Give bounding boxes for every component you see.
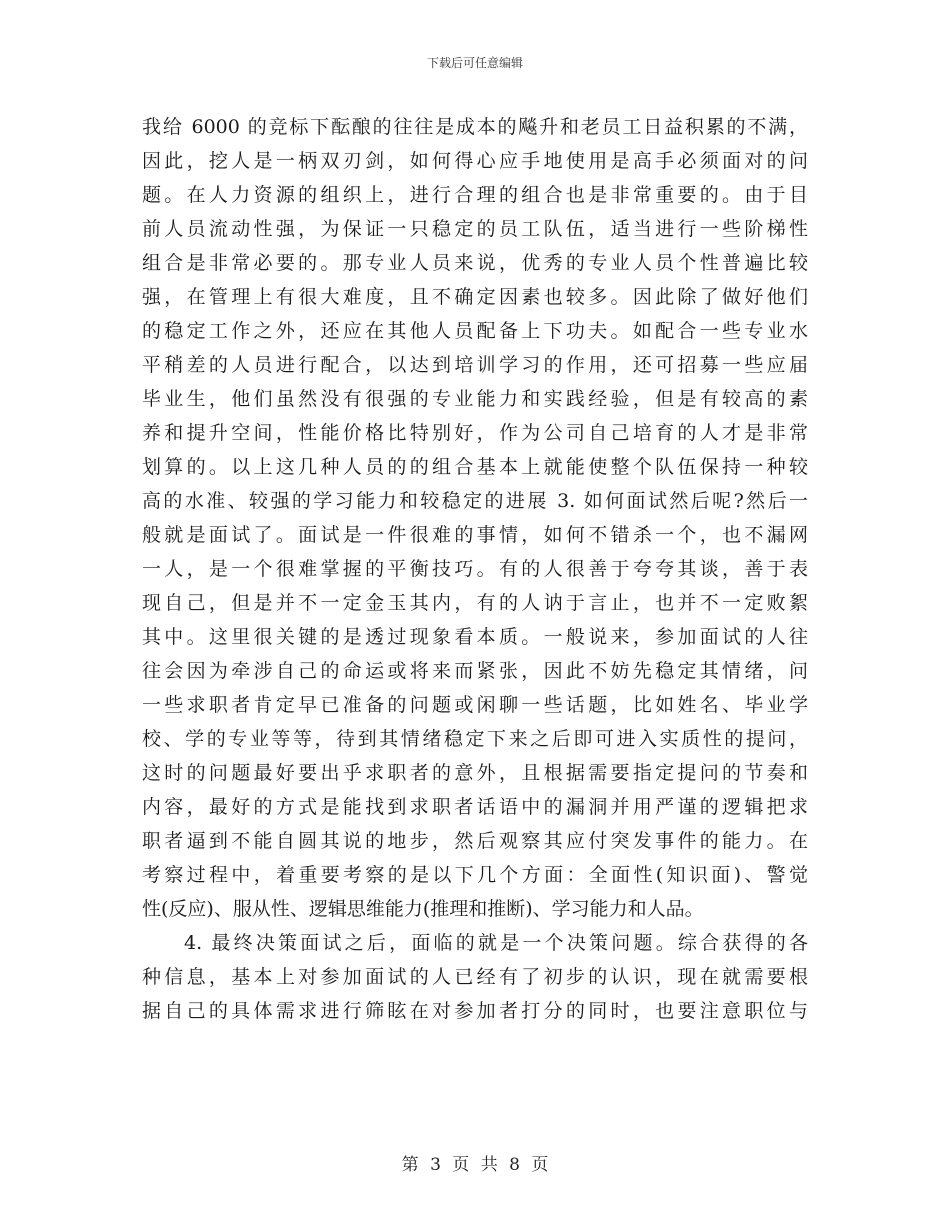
paragraph-line: 高的水准、较强的学习能力和较稳定的进展 3. 如何面试然后呢?然后一: [142, 490, 808, 512]
page-number: 第 3 页 共 8 页: [401, 1155, 549, 1175]
paragraph-line: 我给 6000 的竞标下酝酿的往往是成本的飚升和老员工日益积累的不满，: [142, 116, 808, 138]
document-body: [142, 110, 808, 1028]
paragraph-line: 这时的问题最好要出乎求职者的意外，且根据需要指定提问的节奏和: [142, 762, 808, 784]
paragraph-line: 往会因为牵涉自己的命运或将来而紧张，因此不妨先稳定其情绪，问: [142, 660, 808, 682]
paragraph-line: 平稍差的人员进行配合，以达到培训学习的作用，还可招募一些应届: [142, 354, 808, 376]
paragraph-line: 强，在管理上有很大难度，且不确定因素也较多。因此除了做好他们: [142, 286, 808, 308]
paragraph-line: 其中。这里很关键的是透过现象看本质。一般说来，参加面试的人往: [142, 626, 808, 648]
paragraph-line: 前人员流动性强，为保证一只稳定的员工队伍，适当进行一些阶梯性: [142, 218, 808, 240]
paragraph-line: 内容，最好的方式是能找到求职者话语中的漏洞并用严谨的逻辑把求: [142, 796, 808, 818]
paragraph-line: 4. 最终决策面试之后，面临的就是一个决策问题。综合获得的各: [184, 932, 808, 954]
paragraph-line: 一人，是一个很难掌握的平衡技巧。有的人很善于夸夸其谈，善于表: [142, 558, 808, 580]
paragraph-line: 题。在人力资源的组织上，进行合理的组合也是非常重要的。由于目: [142, 184, 808, 206]
paragraph-line: 性(反应)、服从性、逻辑思维能力(推理和推断)、学习能力和人品。: [142, 898, 704, 920]
paragraph-line: 据自己的具体需求进行筛眩在对参加者打分的同时，也要注意职位与: [142, 1000, 808, 1022]
paragraph-line: 的稳定工作之外，还应在其他人员配备上下功夫。如配合一些专业水: [142, 320, 808, 342]
paragraph-line: 因此，挖人是一柄双刃剑，如何得心应手地使用是高手必须面对的问: [142, 150, 808, 172]
paragraph-line: 考察过程中，着重要考察的是以下几个方面：全面性(知识面)、警觉: [142, 864, 808, 886]
paragraph-line: 校、学的专业等等，待到其情绪稳定下来之后即可进入实质性的提问，: [142, 728, 808, 750]
page-header-note: 下载后可任意编辑: [426, 56, 523, 70]
paragraph-line: 毕业生，他们虽然没有很强的专业能力和实践经验，但是有较高的素: [142, 388, 808, 410]
paragraph-line: 现自己，但是并不一定金玉其内，有的人讷于言止，也并不一定败絮: [142, 592, 808, 614]
paragraph-line: 一些求职者肯定早已准备的问题或闲聊一些话题，比如姓名、毕业学: [142, 694, 808, 716]
paragraph-line: 养和提升空间，性能价格比特别好，作为公司自己培育的人才是非常: [142, 422, 808, 444]
paragraph-line: 种信息，基本上对参加面试的人已经有了初步的认识，现在就需要根: [142, 966, 808, 988]
paragraph-line: 职者逼到不能自圆其说的地步，然后观察其应付突发事件的能力。在: [142, 830, 808, 852]
paragraph-line: 般就是面试了。面试是一件很难的事情，如何不错杀一个，也不漏网: [142, 524, 808, 546]
paragraph-line: 组合是非常必要的。那专业人员来说，优秀的专业人员个性普遍比较: [142, 252, 808, 274]
paragraph-line: 划算的。以上这几种人员的的组合基本上就能使整个队伍保持一种较: [142, 456, 808, 478]
